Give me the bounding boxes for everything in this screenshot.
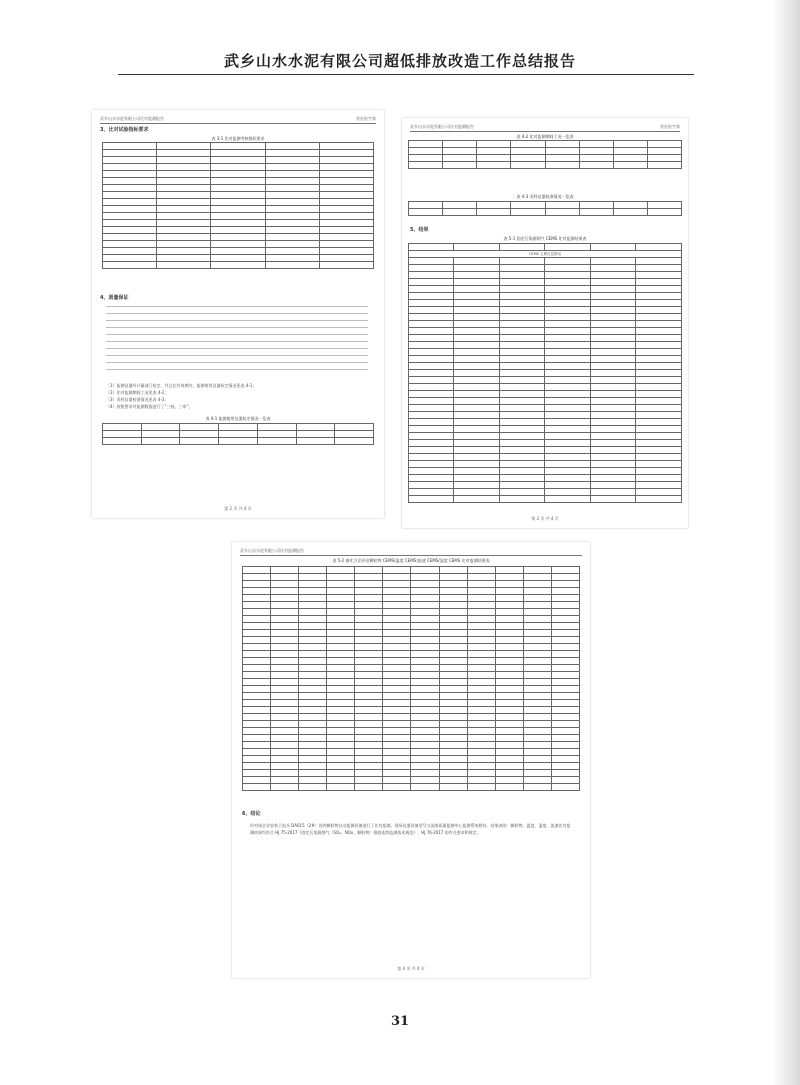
table-caption: 表 3-1 比对监测考核指标要求 [211,136,265,141]
indicator-table [102,142,374,269]
section-heading: 5、结果 [410,227,429,233]
report-title: 武乡山水水泥有限公司超低排放改造工作总结报告 [223,52,576,70]
qa-item: （1）监测仪器经计量部门检定，并且在有效期内，监测使用仪器检定情况见表 4-1； [106,383,257,388]
comparison-table [242,566,580,791]
page-number: 31 [390,1014,410,1029]
qa-item: （3）采样仪器校准情况见表 4-3； [106,397,169,402]
scan-header-right: 晋宏检字第 [356,116,376,121]
title-rule [118,74,694,75]
scan-header-left: 武乡山水水泥有限公司比对监测报告 [100,116,164,121]
scan-header-left: 武乡山水水泥有限公司比对监测报告 [240,548,304,553]
scan-header [410,124,680,132]
scan-footer: 第 2 页 共 4 页 [224,506,252,511]
qa-item: （4）按照要求对监测数据进行了“三校、三审”。 [106,404,193,409]
scan-footer: 第 4 页 共 4 页 [397,966,425,971]
section-heading: 4、质量保证 [100,295,129,301]
calibration-table [408,201,682,216]
scan-header [100,116,376,124]
cems-results-table [408,243,682,503]
scan-header [240,548,582,556]
text-block [106,306,368,376]
table-caption: 表 4-1 监测使用仪器检定情况一览表 [205,416,271,421]
cems-info-label: CEMS 主要信息情况 [409,251,682,258]
scanned-page-3 [402,118,688,528]
scanned-page-2 [92,110,384,518]
page-edge-shadow [772,0,800,1085]
operating-conditions-table [408,140,682,169]
section-heading: 3、比对试验指标要求 [100,127,149,133]
table-caption: 表 5-2 参比方法评估颗粒物 CEMS(温度 CEMS)流速 CEMS/湿度 CEMS 比对监测结果表 [332,558,490,563]
conclusion-text: 经对该企业安装于窑头 DA015（2#）处的颗粒物自动监测设备进行了比对监测。现场仪器设备型号与国家质量监测中心监测系统相符。结果表明：颗粒物、温度、湿度、流速比对监测结果均符合 HJ 75-2017《固定污染源烟气（SO₂、NOx、颗粒物）排放连续监测技术规范》、HJ 76-2017 的有关要求和规定。 [250,823,571,835]
qa-item: （2）比对监测期间工况见表 4-2； [106,390,169,395]
scan-header-left: 武乡山水水泥有限公司比对监测报告 [410,124,474,129]
scan-footer: 第 3 页 共 4 页 [531,516,559,521]
section-heading: 6、结论 [242,811,261,817]
instrument-table [102,423,374,445]
qa-list [106,382,374,410]
table-caption: 表 4-2 比对监测期间工况一览表 [516,134,574,139]
scan-header-right: 晋宏检字第 [660,124,680,129]
scanned-page-4 [232,542,590,978]
table-caption: 表 4-3 采样仪器校准情况一览表 [516,194,574,199]
table-caption: 表 5-1 固定污染源烟气 CEMS 比对监测结果表 [503,236,587,241]
